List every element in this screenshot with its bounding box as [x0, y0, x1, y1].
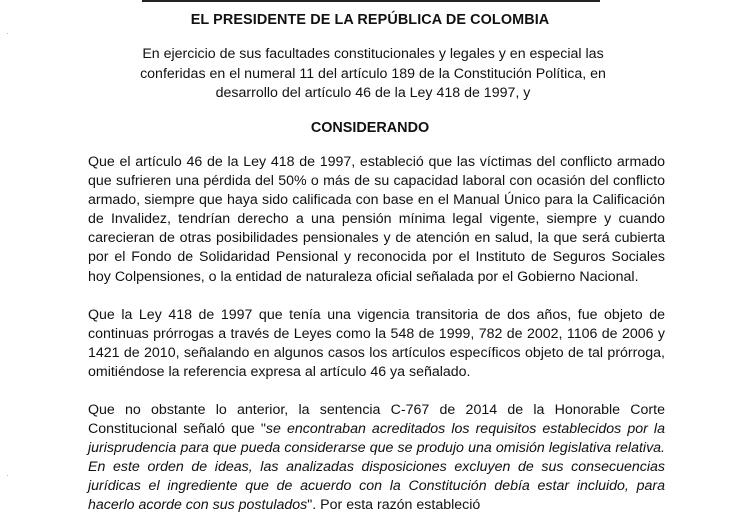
- section-title: CONSIDERANDO: [310, 120, 430, 136]
- scan-mark: ·: [6, 28, 9, 38]
- paragraph-3-outro: ". Por esta razón estableció: [307, 497, 481, 514]
- paragraph-3-intro: Que no obstante lo anterior, la sentencia C-767 de 2014 de la Honorable Corte Constitucional señaló que ": [88, 402, 665, 438]
- paragraph-3: [88, 401, 665, 516]
- top-border: [142, 0, 600, 2]
- document-heading: EL PRESIDENTE DE LA REPÚBLICA DE COLOMBIA: [190, 12, 550, 28]
- scan-mark: ·: [6, 470, 9, 480]
- paragraph-3-quote: se encontraban acreditados los requisitos establecidos por la jurisprudencia para que pueda considerarse que se produjo una omisión legislativa relativa. En este orden de ideas, las analizadas disposiciones excluyen de sus consecuencias jurídicas el ingrediente que de acuerdo con la Constitución debía estar incluido, para hacerlo acorde con sus postulados: [88, 421, 665, 514]
- preamble: En ejercicio de sus facultades constitucionales y legales y en especial las conferidas en el numeral 11 del artículo 189 de la Constitución Política, en desarrollo del artículo 46 de la Ley 418 de 1997, y: [140, 46, 606, 101]
- paragraph-2: Que la Ley 418 de 1997 que tenía una vigencia transitoria de dos años, fue objeto de continuas prórrogas a través de Leyes como la 548 de 1999, 782 de 2002, 1106 de 2006 y 1421 de 2010, señalando en algunos casos los artículos específicos objeto de tal prórroga, omitiéndose la referencia expresa al artículo 46 ya señalado.: [88, 307, 665, 381]
- paragraph-1: Que el artículo 46 de la Ley 418 de 1997, estableció que las víctimas del conflicto armado que sufrieren una pérdida del 50% o más de su capacidad laboral con ocasión del conflicto armado, siempre que haya sido calificada con base en el Manual Único para la Calificación de Invalidez, tendrían derecho a una pensión mínima legal vigente, siempre y cuando carecieran de otras posibilidades pensionales y de atención en salud, la que será cubierta por el Fondo de Solidaridad Pensional y reconocida por el Instituto de Seguros Sociales hoy Colpensiones, o la entidad de naturaleza oficial señalada por el Gobierno Nacional.: [88, 154, 665, 285]
